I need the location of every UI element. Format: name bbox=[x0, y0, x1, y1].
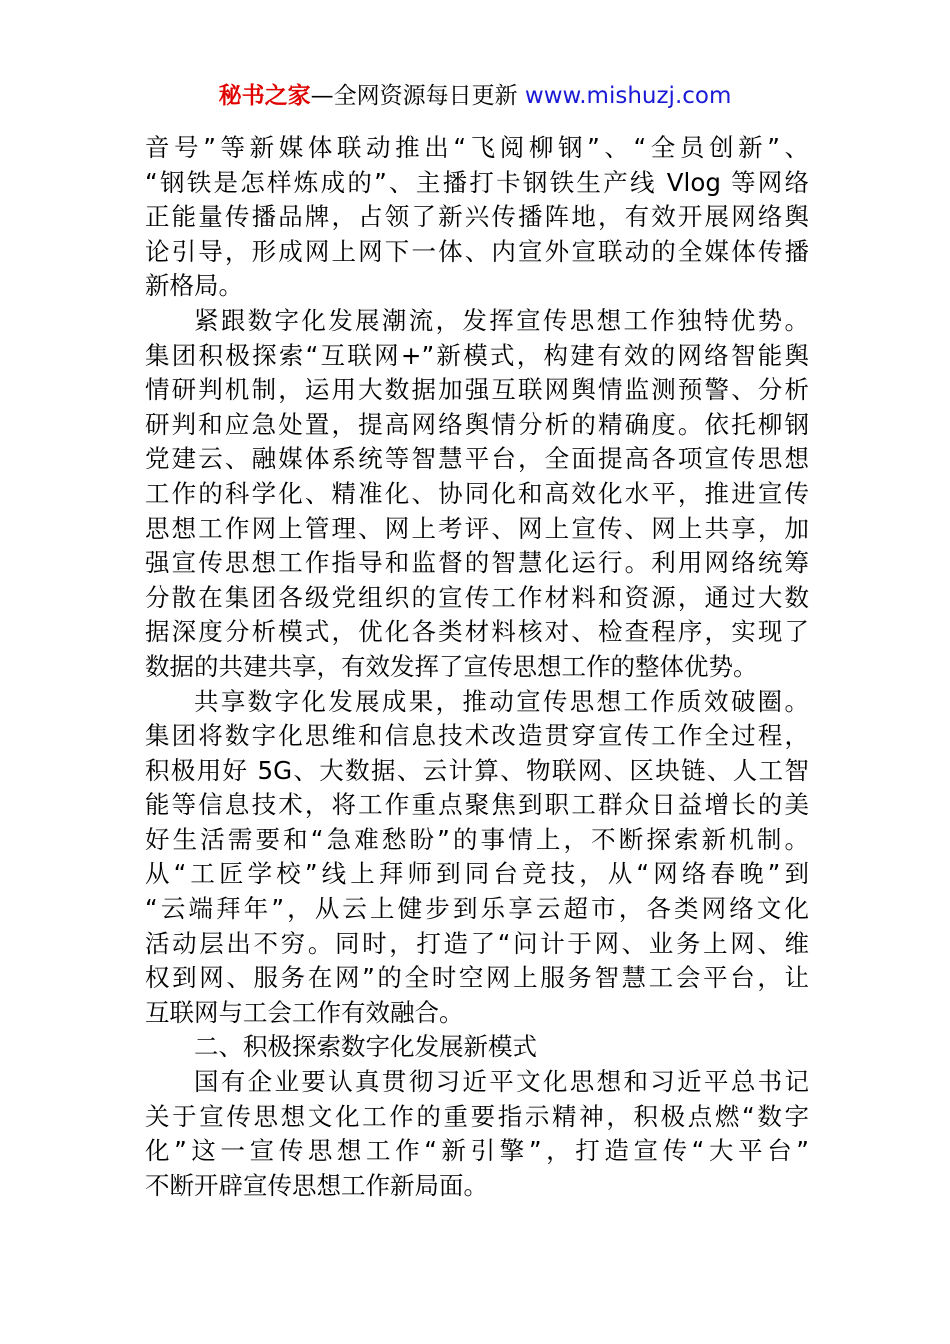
site-brand: 秘书之家 bbox=[218, 83, 311, 109]
text-line: 权到网、服务在网”的全时空网上服务智慧工会平台，让 bbox=[145, 963, 809, 993]
text-line: 新格局。 bbox=[145, 271, 243, 301]
text-line: 关于宣传思想文化工作的重要指示精神，积极点燃“数字 bbox=[145, 1101, 809, 1131]
text-line: “钢铁是怎样炼成的”、主播打卡钢铁生产线 Vlog 等网络 bbox=[145, 167, 809, 197]
text-line: 互联网与工会工作有效融合。 bbox=[145, 997, 464, 1027]
text-line: 分散在集团各级党组织的宣传工作材料和资源，通过大数 bbox=[145, 582, 809, 612]
text-line: 化”这一宣传思想工作“新引擎”，打造宣传“大平台” bbox=[145, 1136, 809, 1166]
text-line: 从“工匠学校”线上拜师到同台竞技，从“网络春晚”到 bbox=[145, 859, 809, 889]
paragraph-first-line: 紧跟数字化发展潮流，发挥宣传思想工作独特优势。 bbox=[194, 305, 809, 335]
site-header bbox=[0, 80, 950, 112]
text-line: 工作的科学化、精准化、协同化和高效化水平，推进宣传 bbox=[145, 478, 809, 508]
text-line: 党建云、融媒体系统等智慧平台，全面提高各项宣传思想 bbox=[145, 444, 809, 474]
text-line: 情研判机制，运用大数据加强互联网舆情监测预警、分析 bbox=[145, 375, 809, 405]
text-line: 积极用好 5G、大数据、云计算、物联网、区块链、人工智 bbox=[145, 755, 809, 785]
text-line: 集团积极探索“互联网+”新模式，构建有效的网络智能舆 bbox=[145, 340, 809, 370]
text-line: 强宣传思想工作指导和监督的智慧化运行。利用网络统筹 bbox=[145, 548, 809, 578]
text-line: 思想工作网上管理、网上考评、网上宣传、网上共享，加 bbox=[145, 513, 809, 543]
text-line: “云端拜年”，从云上健步到乐享云超市，各类网络文化 bbox=[145, 894, 809, 924]
text-line: 不断开辟宣传思想工作新局面。 bbox=[145, 1170, 488, 1200]
section-heading: 二、积极探索数字化发展新模式 bbox=[194, 1032, 537, 1062]
text-line: 数据的共建共享，有效发挥了宣传思想工作的整体优势。 bbox=[145, 651, 758, 681]
text-line: 据深度分析模式，优化各类材料核对、检查程序，实现了 bbox=[145, 617, 809, 647]
site-url-link[interactable]: www.mishuzj.com bbox=[524, 83, 732, 109]
text-line: 研判和应急处置，提高网络舆情分析的精确度。依托柳钢 bbox=[145, 409, 809, 439]
document-body bbox=[145, 131, 809, 1203]
text-line: 论引导，形成网上网下一体、内宣外宣联动的全媒体传播 bbox=[145, 236, 809, 266]
text-line: 能等信息技术，将工作重点聚焦到职工群众日益增长的美 bbox=[145, 790, 809, 820]
site-tagline: —全网资源每日更新 bbox=[310, 83, 525, 109]
paragraph-first-line: 共享数字化发展成果，推动宣传思想工作质效破圈。 bbox=[194, 686, 809, 716]
text-line: 好生活需要和“急难愁盼”的事情上，不断探索新机制。 bbox=[145, 824, 809, 854]
paragraph-first-line: 国有企业要认真贯彻习近平文化思想和习近平总书记 bbox=[194, 1067, 809, 1097]
text-line: 活动层出不穷。同时，打造了“问计于网、业务上网、维 bbox=[145, 928, 809, 958]
text-line: 正能量传播品牌，占领了新兴传播阵地，有效开展网络舆 bbox=[145, 202, 809, 232]
text-line: 音号”等新媒体联动推出“飞阅柳钢”、“全员创新”、 bbox=[145, 133, 809, 162]
text-line: 集团将数字化思维和信息技术改造贯穿宣传工作全过程， bbox=[145, 721, 809, 751]
